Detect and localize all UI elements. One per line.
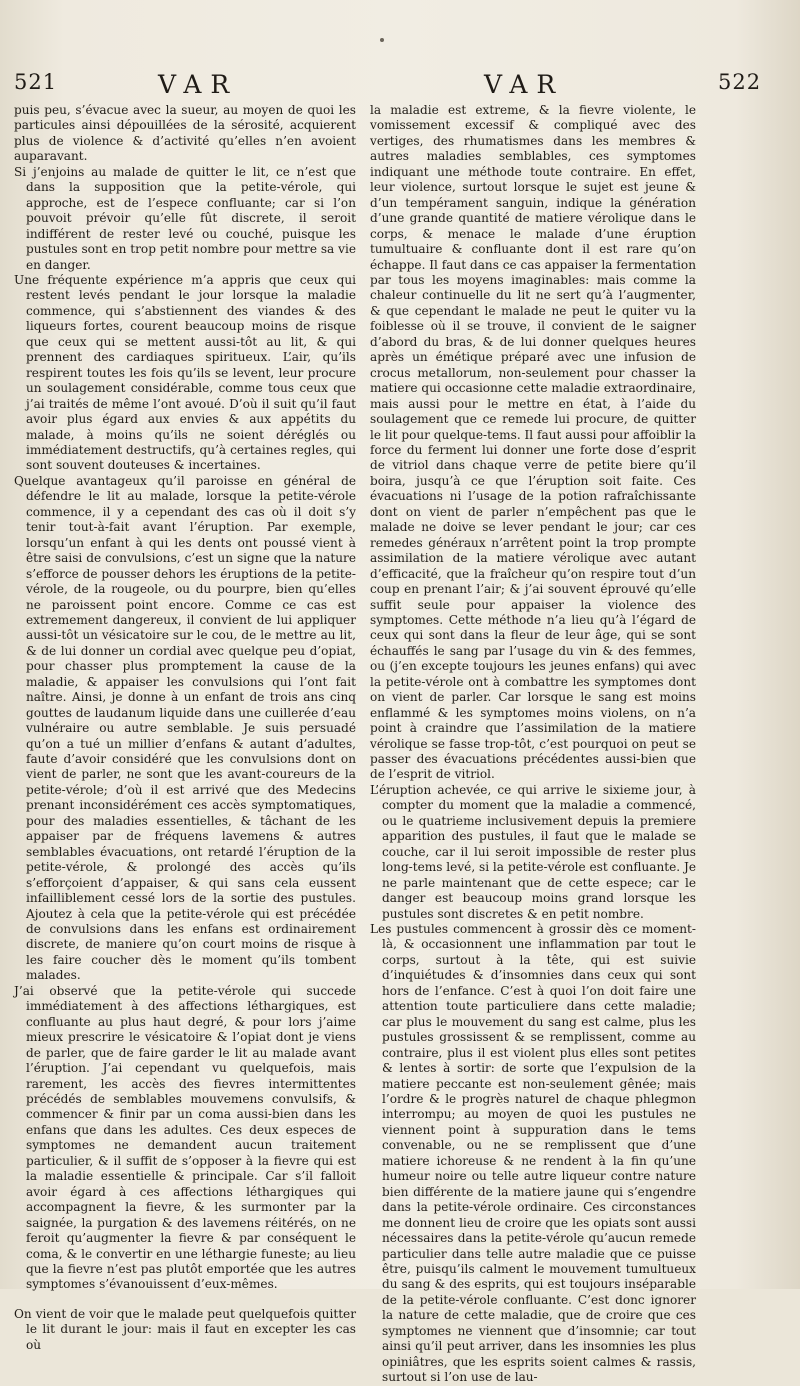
print-speck <box>380 38 384 42</box>
left-page-number: 521 <box>14 70 58 94</box>
paragraph: Les pustules commencent à grossir dès ce moment-là, & occasionnent une inflammation par tout le corps, surtout à la tête, qui est suivie d’inquiétudes & d’insomnies dans ceux qui sont hors de l’enfance. C’est à quoi l’on doit faire une attention toute particuliere dans cette maladie; car plus le mouvement du sang est calme, plus les pustules grossissent & se remplissent, comme au contraire, plus il est violent plus elles sont petites & lentes à sortir: de sorte que l’expulsion de la matiere peccante est non-seulement gênée; mais l’ordre & le progrès naturel de chaque phlegmon interrompu; au moyen de quoi les pustules ne viennent point à suppuration dans le tems convenable, ou ne se remplissent que d’une matiere ichoreuse & ne rendent à la fin qu’une humeur noire ou telle autre liqueur contre nature bien différente de la matiere jaune qui s’engendre dans la petite-vérole ordinaire. Ces circonstances me donnent lieu de croire que les opiats sont aussi nécessaires dans la petite-vérole qu’aucun remede particulier dans telle autre maladie que ce puisse être, puisqu’ils calment le mouvement tumultueux du sang & des esprits, qui est toujours inséparable de la petite-vérole confluante. C’est donc ignorer la nature de cette maladie, que de croire que ces symptomes ne viennent que d’insomnie; car tout ainsi qu’il peut arriver, dans les insomnies les plus opiniâtres, que les esprits soient calmes & rassis, surtout si l’on use de lau- <box>370 922 696 1385</box>
right-column <box>370 103 696 1385</box>
paragraph: J’ai observé que la petite-vérole qui succede immédiatement à des affections léthargiques, est confluante au plus haut degré, & pour lors j’aime mieux prescrire le vésicatoire & l’opiat dont je viens de parler, que de faire garder le lit au malade avant l’éruption. J’ai cependant vu quelquefois, mais rarement, les accès des fievres intermittentes précédés de semblables mouvemens convulsifs, & commencer & finir par un coma aussi-bien dans les enfans que dans les adultes. Ces deux especes de symptomes ne demandent aucun traitement particulier, & il suffit de s’opposer à la fievre qui est la maladie essentielle & principale. Car s’il falloit avoir égard à ces affections léthargiques qui accompagnent la fievre, & les surmonter par la saignée, la purgation & des lavemens réitérés, on ne feroit qu’augmenter la fievre & par conséquent le coma, & le convertir en une léthargie funeste; au lieu que la fievre n’est pas plutôt emportée que les autres symptomes s’évanouissent d’eux-mêmes. <box>14 983 356 1292</box>
paragraph: Si j’enjoins au malade de quitter le lit, ce n’est que dans la supposition que la petite-vérole, qui approche, est de l’espece confluante; car si l’on pouvoit prévoir qu’elle fût discrete, il seroit indifférent de rester levé ou couché, puisque les pustules sont en trop petit nombre pour mettre sa vie en danger. <box>14 164 356 272</box>
left-running-head: VAR <box>158 70 239 99</box>
left-column <box>14 103 356 1352</box>
page-header <box>0 70 800 100</box>
paragraph-gap <box>14 1293 356 1307</box>
right-page-number: 522 <box>718 70 762 94</box>
paragraph: On vient de voir que le malade peut quelquefois quitter le lit durant le jour: mais il faut en excepter les cas où <box>14 1306 356 1352</box>
paragraph: Une fréquente expérience m’a appris que ceux qui restent levés pendant le jour lorsque la maladie commence, qui s’abstiennent des viandes & des liqueurs fortes, courent beaucoup moins de risque que ceux qui se mettent aussi-tôt au lit, & qui prennent des cardiaques spiritueux. L’air, qu’ils respirent toutes les fois qu’ils se levent, leur procure un soulagement considérable, comme tous ceux que j’ai traités de même l’ont avoué. D’où il suit qu’il faut avoir plus égard aux envies & aux appétits du malade, à moins qu’ils ne soient déréglés ou immédiatement destructifs, qu’à certaines regles, qui sont souvent douteuses & incertaines. <box>14 272 356 473</box>
paragraph: la maladie est extreme, & la fievre violente, le vomissement excessif & compliqué avec des vertiges, des rhumatismes dans les membres & autres maladies semblables, ces symptomes indiquant une méthode toute contraire. En effet, leur violence, surtout lorsque le sujet est jeune & d’un tempérament sanguin, indique la génération d’une grande quantité de matiere vérolique dans le corps, & menace le malade d’une éruption tumultuaire & confluante dont il est rare qu’on échappe. Il faut dans ce cas appaiser la fermentation par tous les moyens imaginables: mais comme la chaleur continuelle du lit ne sert qu’à l’augmenter, & que cependant le malade ne peut le quiter vu la foiblesse où il se trouve, il convient de le saigner d’abord du bras, & de lui donner quelques heures après un émétique préparé avec une infusion de crocus metallorum, non-seulement pour chasser la matiere qui occasionne cette maladie extraordinaire, mais aussi pour le mettre en état, à l’aide du soulagement que ce remede lui procure, de quitter le lit pour quelque-tems. Il faut aussi pour affoiblir la force du ferment lui donner une forte dose d’esprit de vitriol dans chaque verre de petite biere qu’il boira, jusqu’à ce que l’éruption soit faite. Ces évacuations ni l’usage de la potion rafraîchissante dont on vient de parler n’empêchent pas que le malade ne doive se lever pendant le jour; car ces remedes généraux n’arrêtent point la trop prompte assimilation de la matiere vérolique avec autant d’efficacité, que la fraîcheur qu’on respire tout d’un coup en prenant l’air; & j’ai souvent éprouvé qu’elle suffit seule pour appaiser la violence des symptomes. Cette méthode n’a lieu qu’à l’égard de ceux qui sont dans la fleur de leur âge, qui se sont échauffés le sang par l’usage du vin & des femmes, ou (j’en excepte toujours les jeunes enfans) qui avec la petite-vérole ont à combattre les symptomes dont on vient de parler. Car lorsque le sang est moins enflammé & les symptomes moins violens, on n’a point à craindre que l’assimilation de la matiere vérolique se fasse trop-tôt, c’est pourquoi on peut se passer des évacuations précédentes aussi-bien que de l’esprit de vitriol. <box>370 103 696 782</box>
paragraph: L’éruption achevée, ce qui arrive le sixieme jour, à compter du moment que la maladie a commencé, ou le quatrieme inclusivement depuis la premiere apparition des pustules, il faut que le malade se couche, car il lui seroit impossible de rester plus long-tems levé, si la petite-vérole est confluante. Je ne parle maintenant que de cette espece; car le danger est beaucoup moins grand lorsque les pustules sont discretes & en petit nombre. <box>370 782 696 921</box>
right-running-head: VAR <box>484 70 565 99</box>
paragraph: puis peu, s’évacue avec la sueur, au moyen de quoi les particules ainsi dépouillées de la sérosité, acquierent plus de violence & d’activité qu’elles n’en avoient auparavant. <box>14 103 356 164</box>
paragraph: Quelque avantageux qu’il paroisse en général de défendre le lit au malade, lorsque la petite-vérole commence, il y a cependant des cas où il doit s’y tenir tout-à-fait avant l’éruption. Par exemple, lorsqu’un enfant à qui les dents ont poussé vient à être saisi de convulsions, c’est un signe que la nature s’efforce de pousser dehors les éruptions de la petite-vérole, de la rougeole, ou du pourpre, bien qu’elles ne paroissent point encore. Comme ce cas est extremement dangereux, il convient de lui appliquer aussi-tôt un vésicatoire sur le cou, de le mettre au lit, & de lui donner un cordial avec quelque peu d’opiat, pour chasser plus promptement la cause de la maladie, & appaiser les convulsions qui l’ont fait naître. Ainsi, je donne à un enfant de trois ans cinq gouttes de laudanum liquide dans une cuillerée d’eau vulnéraire ou autre semblable. Je suis persuadé qu’on a tué un millier d’enfans & autant d’adultes, faute d’avoir considéré que les convulsions dont on vient de parler, ne sont que les avant-coureurs de la petite-vérole; d’où il est arrivé que des Medecins prenant inconsidérément ces accès symptomatiques, pour des maladies essentielles, & tâchant de les appaiser par de fréquens lavemens & autres semblables évacuations, ont retardé l’éruption de la petite-vérole, & prolongé des accès qu’ils s’efforçoient d’appaiser, & qui sans cela eussent infailliblement cessé lors de la sortie des pustules. Ajoutez à cela que la petite-vérole qui est précédée de convulsions dans les enfans est ordinairement discrete, de maniere qu’on court moins de risque à les faire coucher dès le moment qu’ils tombent malades. <box>14 473 356 983</box>
